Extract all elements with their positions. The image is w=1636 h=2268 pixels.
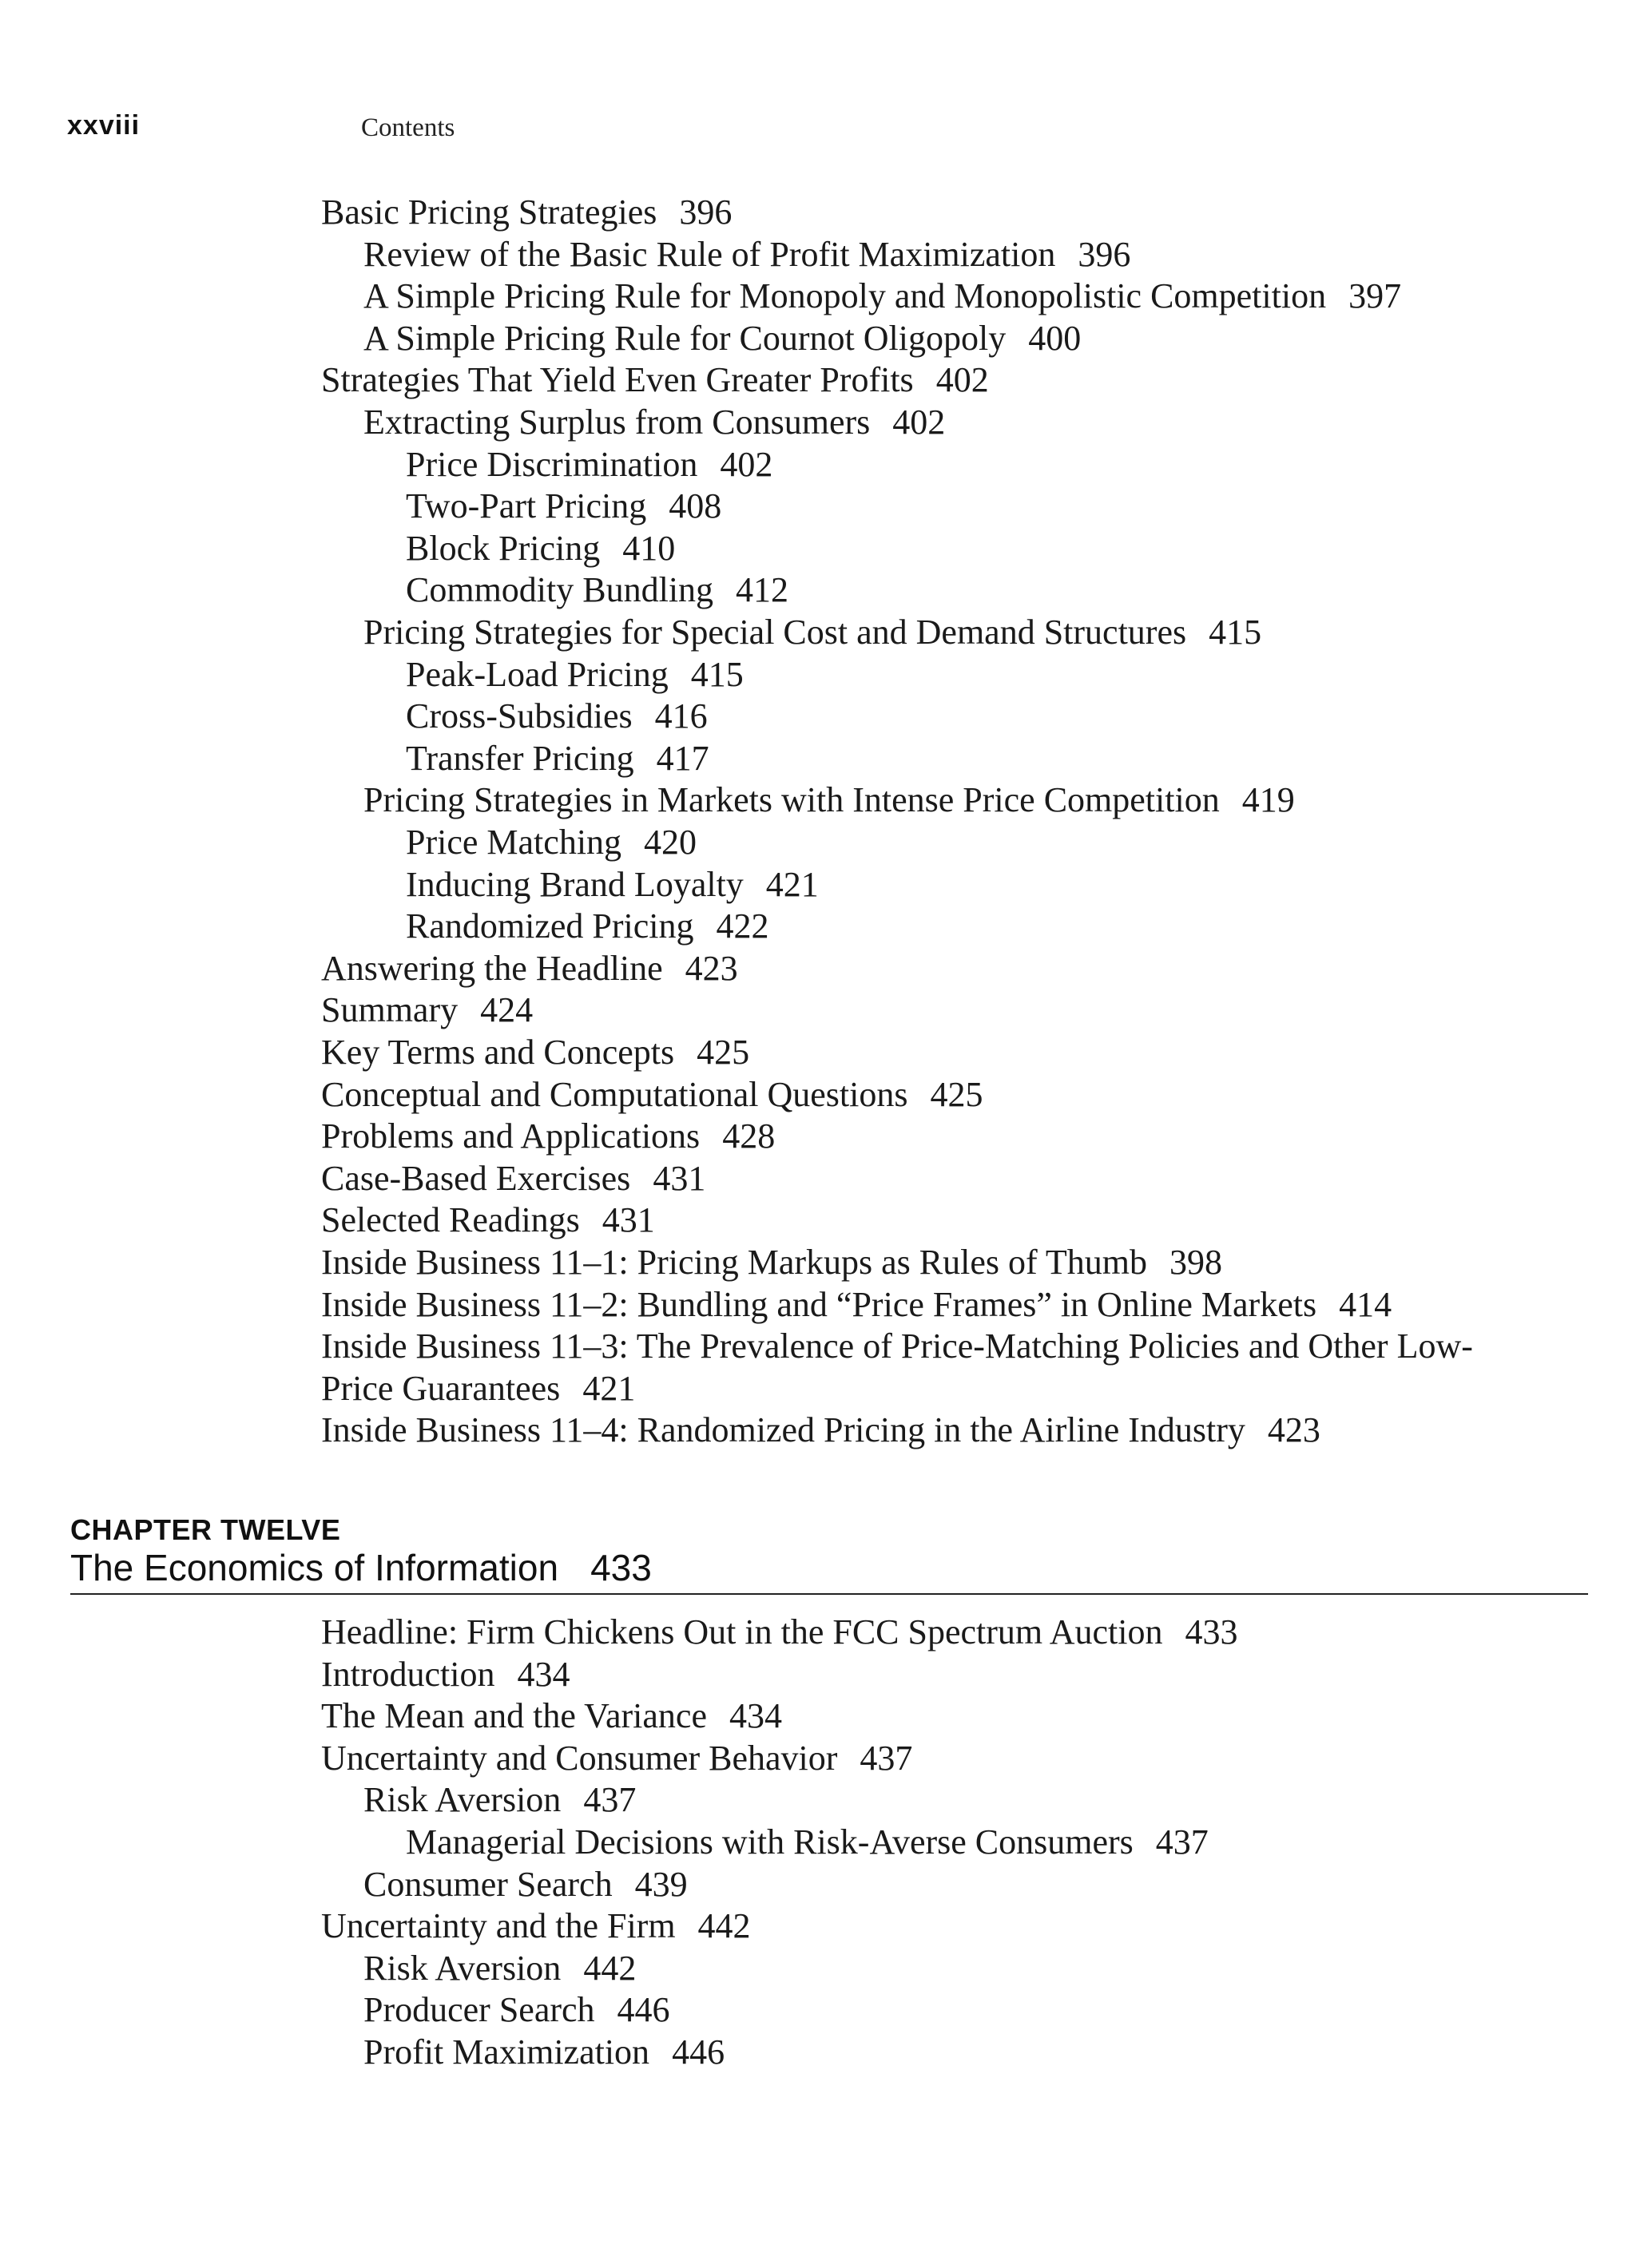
toc-entry-title: Uncertainty and the Firm xyxy=(321,1906,676,1946)
toc-entry-page: 402 xyxy=(720,444,773,484)
toc-entry-page: 422 xyxy=(716,906,769,946)
toc-entry xyxy=(406,864,819,906)
toc-entry-title: Price Matching xyxy=(406,823,622,862)
toc-entry xyxy=(321,1410,1320,1451)
toc-entry-title: A Simple Pricing Rule for Monopoly and Monopolistic Competition xyxy=(363,276,1327,316)
toc-entry-title: Randomized Pricing xyxy=(406,906,694,946)
toc-entry xyxy=(363,318,1081,359)
toc-entry-title: Managerial Decisions with Risk-Averse Consumers xyxy=(406,1822,1134,1862)
toc-entry xyxy=(406,569,788,611)
toc-entry-page: 420 xyxy=(644,823,697,862)
toc-entry-page: 437 xyxy=(583,1780,637,1820)
chapter-label: CHAPTER TWELVE xyxy=(70,1513,341,1546)
toc-entry xyxy=(363,779,1295,821)
toc-entry-page: 410 xyxy=(622,528,676,568)
toc-entry-title: Uncertainty and Consumer Behavior xyxy=(321,1738,838,1778)
toc-entry-page: 437 xyxy=(860,1738,913,1778)
toc-entry xyxy=(321,1242,1222,1283)
toc-entry-title: Price Guarantees xyxy=(321,1368,561,1408)
toc-entry-page: 400 xyxy=(1028,318,1082,358)
toc-entry-title: Selected Readings xyxy=(321,1200,580,1240)
toc-entry xyxy=(321,1116,775,1157)
toc-entry-page: 442 xyxy=(697,1906,751,1946)
toc-entry-title: Transfer Pricing xyxy=(406,738,634,778)
toc-entry-page: 396 xyxy=(679,192,733,232)
toc-entry xyxy=(363,276,1401,317)
toc-entry xyxy=(406,738,709,779)
toc-entry-title: Commodity Bundling xyxy=(406,570,714,610)
toc-entry-title: Cross-Subsidies xyxy=(406,696,633,736)
toc-entry-title: The Mean and the Variance xyxy=(321,1696,707,1736)
toc-entry-title: A Simple Pricing Rule for Cournot Oligopoly xyxy=(363,318,1007,358)
toc-entry-title: Introduction xyxy=(321,1654,495,1694)
toc-entry xyxy=(363,1948,636,1989)
toc-entry xyxy=(321,1199,655,1241)
toc-entry xyxy=(321,948,738,989)
toc-entry xyxy=(363,612,1261,653)
toc-entry xyxy=(406,822,697,863)
toc-entry xyxy=(321,1368,635,1410)
toc-entry-title: Price Discrimination xyxy=(406,444,698,484)
toc-entry-page: 415 xyxy=(690,654,744,694)
toc-entry xyxy=(321,1738,912,1779)
toc-entry xyxy=(363,1989,670,2031)
toc-entry xyxy=(321,1695,782,1737)
page-number: xxviii xyxy=(67,110,141,141)
toc-entry xyxy=(321,1158,705,1199)
toc-entry-title: Problems and Applications xyxy=(321,1116,701,1156)
toc-entry-page: 425 xyxy=(930,1074,983,1114)
toc-entry xyxy=(406,696,708,737)
toc-entry-page: 417 xyxy=(656,738,709,778)
toc-entry-page: 421 xyxy=(765,864,819,904)
toc-entry-title: Answering the Headline xyxy=(321,948,663,988)
toc-entry-page: 421 xyxy=(582,1368,636,1408)
toc-entry-title: Inside Business 11–3: The Prevalence of Price-Matching Policies and Other Low- xyxy=(321,1326,1473,1366)
toc-entry-page: 433 xyxy=(1185,1612,1238,1651)
toc-entry-page: 439 xyxy=(634,1864,688,1904)
chapter-title: The Economics of Information xyxy=(70,1547,559,1588)
toc-entry xyxy=(406,528,675,569)
toc-entry-page: 415 xyxy=(1209,613,1262,652)
toc-entry xyxy=(321,1326,1473,1367)
toc-entry-title: Strategies That Yield Even Greater Profits xyxy=(321,360,914,400)
toc-entry-title: Inside Business 11–2: Bundling and “Price Frames” in Online Markets xyxy=(321,1284,1317,1324)
chapter-heading xyxy=(70,1546,652,1589)
toc-entry-page: 434 xyxy=(517,1654,570,1694)
toc-entry-page: 398 xyxy=(1169,1243,1222,1282)
toc-entry xyxy=(363,1864,688,1905)
toc-entry-title: Peak-Load Pricing xyxy=(406,654,669,694)
toc-entry xyxy=(321,192,732,233)
toc-entry-title: Headline: Firm Chickens Out in the FCC Spectrum Auction xyxy=(321,1612,1163,1651)
chapter-page: 433 xyxy=(590,1547,652,1588)
toc-entry xyxy=(363,2032,725,2073)
toc-entry xyxy=(406,444,772,486)
toc-entry xyxy=(321,1905,751,1947)
toc-entry-page: 402 xyxy=(935,360,989,400)
toc-entry-page: 397 xyxy=(1348,276,1402,316)
toc-entry-page: 446 xyxy=(617,1990,670,2030)
toc-entry xyxy=(321,1654,570,1695)
toc-entry-title: Block Pricing xyxy=(406,528,601,568)
toc-entry xyxy=(321,1284,1392,1326)
toc-entry-page: 408 xyxy=(669,486,722,526)
toc-entry-page: 423 xyxy=(685,948,738,988)
toc-entry-title: Producer Search xyxy=(363,1990,595,2030)
running-title: Contents xyxy=(361,113,455,142)
toc-entry-page: 431 xyxy=(653,1158,706,1198)
toc-entry xyxy=(406,486,721,527)
toc-entry-title: Extracting Surplus from Consumers xyxy=(363,402,871,442)
toc-entry xyxy=(406,906,769,947)
toc-entry-page: 416 xyxy=(654,696,708,736)
toc-entry-page: 437 xyxy=(1155,1822,1209,1862)
toc-entry xyxy=(321,1612,1237,1653)
toc-entry-page: 428 xyxy=(722,1116,776,1156)
toc-entry xyxy=(321,1032,749,1073)
toc-entry xyxy=(406,1822,1209,1863)
toc-entry-page: 431 xyxy=(602,1200,655,1240)
toc-entry-page: 446 xyxy=(672,2032,725,2072)
toc-entry xyxy=(363,234,1130,276)
toc-entry-page: 402 xyxy=(892,402,946,442)
toc-entry-title: Two-Part Pricing xyxy=(406,486,647,526)
toc-entry xyxy=(363,1779,636,1821)
chapter-rule xyxy=(70,1593,1588,1595)
toc-entry-page: 414 xyxy=(1339,1284,1392,1324)
toc-entry-title: Inside Business 11–1: Pricing Markups as Rules of Thumb xyxy=(321,1243,1147,1282)
toc-entry-page: 434 xyxy=(729,1696,782,1736)
toc-entry-page: 424 xyxy=(480,990,534,1030)
toc-entry-title: Inducing Brand Loyalty xyxy=(406,864,744,904)
toc-entry-title: Consumer Search xyxy=(363,1864,613,1904)
toc-entry-title: Risk Aversion xyxy=(363,1780,562,1820)
toc-entry xyxy=(406,654,744,696)
toc-entry-page: 419 xyxy=(1241,780,1295,820)
toc-entry-title: Pricing Strategies in Markets with Intense Price Competition xyxy=(363,780,1220,820)
toc-entry-title: Key Terms and Concepts xyxy=(321,1033,675,1072)
toc-entry xyxy=(321,1074,983,1116)
toc-entry-page: 396 xyxy=(1078,234,1131,274)
toc-entry-title: Conceptual and Computational Questions xyxy=(321,1074,908,1114)
toc-entry-title: Summary xyxy=(321,990,459,1030)
toc-entry-title: Risk Aversion xyxy=(363,1948,562,1988)
toc-entry-title: Profit Maximization xyxy=(363,2032,650,2072)
toc-entry-page: 442 xyxy=(583,1948,637,1988)
toc-entry-page: 423 xyxy=(1267,1410,1320,1450)
toc-entry xyxy=(321,359,989,401)
toc-entry-page: 425 xyxy=(697,1033,750,1072)
toc-entry-title: Case-Based Exercises xyxy=(321,1158,631,1198)
toc-entry-title: Pricing Strategies for Special Cost and Demand Structures xyxy=(363,613,1187,652)
toc-entry xyxy=(321,989,533,1031)
toc-entry xyxy=(363,402,945,443)
toc-entry-page: 412 xyxy=(736,570,789,610)
toc-entry-title: Inside Business 11–4: Randomized Pricing in the Airline Industry xyxy=(321,1410,1245,1450)
toc-entry-title: Review of the Basic Rule of Profit Maximization xyxy=(363,234,1056,274)
toc-entry-title: Basic Pricing Strategies xyxy=(321,192,657,232)
